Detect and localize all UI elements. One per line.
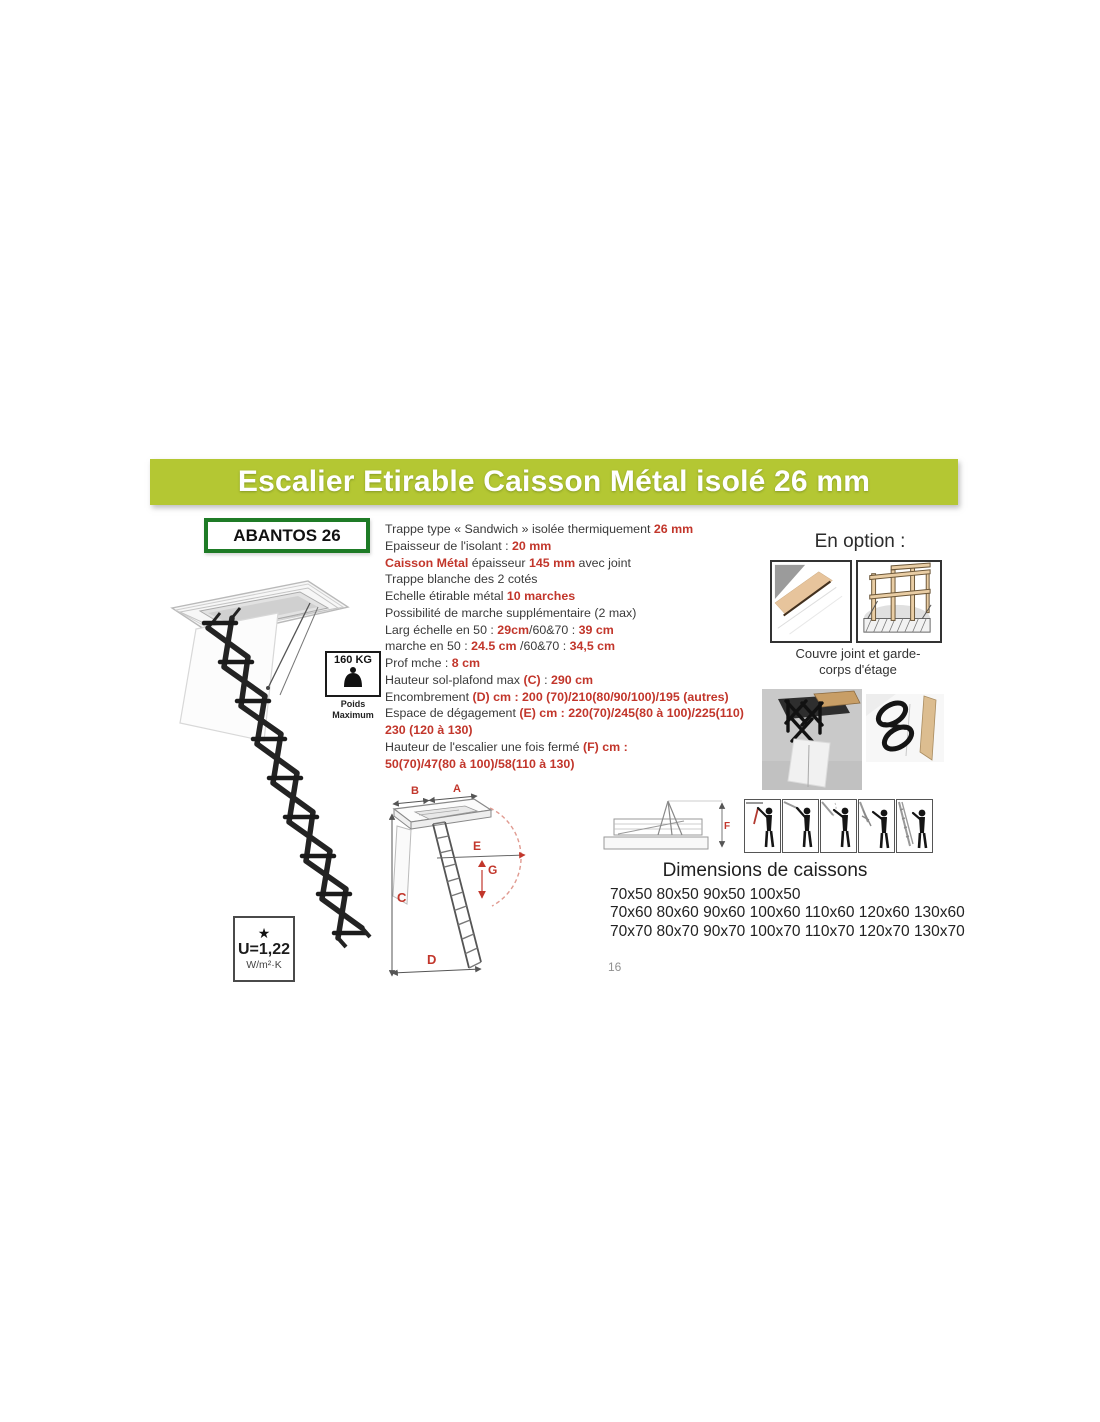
step-3-icon [820,799,857,853]
spec-text: épaisseur [468,555,529,570]
spec-line [385,739,763,756]
opening-steps-pictograms [744,799,933,853]
spec-line [385,756,763,773]
spec-text: Prof mche : [385,656,452,670]
scissor-mechanism-photo [866,694,944,762]
option-guardrail-image [856,560,942,643]
max-weight-caption: Poids Maximum [332,699,374,720]
spec-value: 29cm [497,622,529,637]
spec-line [385,722,763,739]
spec-text: Larg échelle en 50 : [385,622,498,637]
folded-ladder-photo [762,689,862,790]
page-title: Escalier Etirable Caisson Métal isolé 26 mm [237,465,871,498]
caisson-sizes-row: 70x50 80x50 90x50 100x50 [610,886,801,903]
star-icon: ★ [257,925,271,941]
dim-label-a: A [453,783,461,795]
scissor-ladder-illustration [160,563,395,953]
dim-label-c: C [397,890,407,905]
max-weight-badge [325,651,381,697]
u-value: U=1,22 [237,941,291,958]
spec-line [385,521,763,538]
spec-line [385,588,763,605]
caisson-dimensions-title: Dimensions de caissons [662,860,868,881]
spec-line [385,638,763,655]
spec-text: Trappe type « Sandwich » isolée thermiquement [385,522,654,536]
dim-label-f: F [724,821,730,832]
spec-list [385,521,763,772]
spec-value: 34,5 cm [569,639,616,654]
spec-value: 8 cm [451,656,481,670]
spec-text: avec joint [575,555,631,570]
spec-value: 50(70)/47(80 à 100)/58(110 à 130) [385,756,575,771]
u-value-unit: W/m²·K [246,959,282,971]
spec-line [385,689,763,706]
spec-line [385,622,763,639]
spec-value: 145 mm [528,555,576,570]
spec-value: (C) [523,672,541,687]
spec-value: 10 marches [506,589,576,603]
spec-text: /60&70 : [516,639,570,654]
closed-height-diagram [598,793,730,855]
spec-value: 20 mm [512,538,552,553]
caisson-sizes-row: 70x60 80x60 90x60 100x60 110x60 120x60 130x60 [610,904,965,922]
spec-text: Possibilité de marche supplémentaire (2 max) [385,605,637,620]
spec-text: Hauteur sol-plafond max [385,672,524,687]
caisson-dimensions-list [610,886,965,941]
spec-text: Hauteur de l'escalier une fois fermé [385,739,583,754]
dimension-diagram [389,782,534,980]
spec-text: Epaisseur de l'isolant : [385,538,513,553]
spec-text: : [540,672,551,687]
dim-label-g: G [488,863,498,877]
step-1-icon [744,799,781,853]
caisson-sizes-row: 70x70 80x70 90x70 100x70 110x70 120x70 130x70 [610,922,965,940]
spec-value: 26 mm [653,522,694,536]
spec-line [385,655,763,672]
model-label: ABANTOS 26 [233,525,341,545]
spec-text: marche en 50 : [385,639,472,654]
title-banner [150,459,958,505]
step-4-icon [858,799,895,853]
page-number: 16 [608,960,622,974]
spec-line [385,672,763,689]
spec-value: 39 cm [578,622,614,637]
spec-line [385,555,763,572]
options-caption: Couvre joint et garde- corps d'étage [795,646,921,677]
spec-text: Encombrement [385,689,473,704]
spec-text: Echelle étirable métal [385,589,507,603]
spec-text: Espace de dégagement [385,706,520,721]
options-title: En option : [814,531,906,552]
dim-label-b: B [411,785,419,797]
spec-line [385,605,763,622]
spec-value: (F) cm : [582,739,628,754]
step-2-icon [782,799,819,853]
step-5-icon [896,799,933,853]
u-value-badge [233,916,295,982]
spec-line [385,705,763,722]
weight-icon [341,666,365,688]
spec-text: /60&70 : [529,622,579,637]
spec-value: Caisson Métal [385,555,469,570]
spec-value: 24.5 cm [471,639,517,654]
spec-value: 230 (120 à 130) [385,723,473,737]
max-weight-value: 160 KG [334,654,372,666]
spec-line [385,571,763,588]
model-badge [204,518,370,553]
spec-line [385,538,763,555]
spec-value: (E) cm : 220(70)/245(80 à 100)/225(110) [519,706,744,721]
spec-value: (D) cm : 200 (70)/210(80/90/100)/195 (autres) [472,689,729,704]
option-cover-joint-image [770,560,852,643]
dim-label-e: E [473,839,482,853]
dim-label-d: D [427,952,437,967]
spec-value: 290 cm [550,672,593,687]
spec-text: Trappe blanche des 2 cotés [385,572,538,587]
